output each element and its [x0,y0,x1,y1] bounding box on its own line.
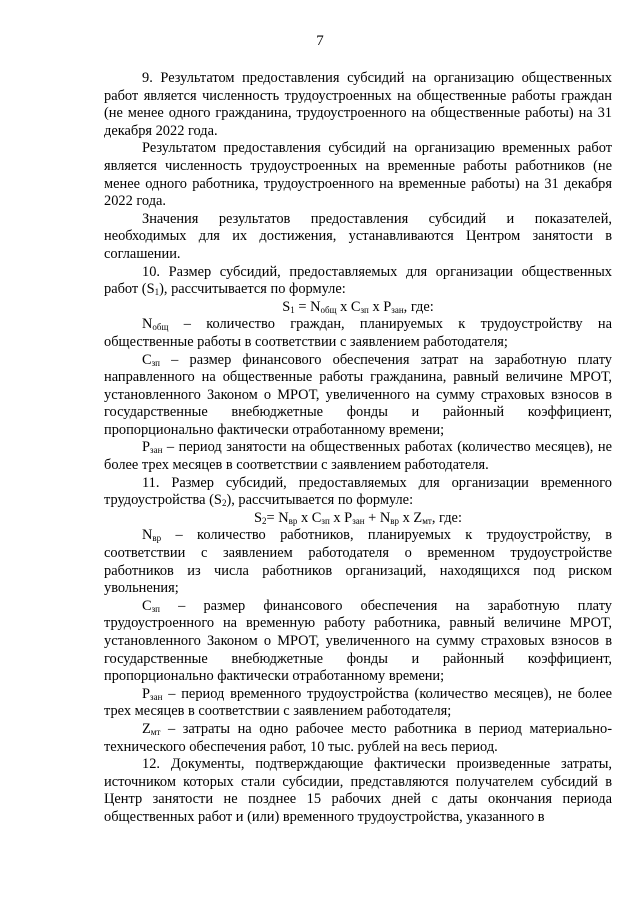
paragraph-10-text: 10. Размер субсидий, предоставляемых для организации общественных работ (S [104,263,612,298]
formula-symbol: x P [329,509,353,526]
formula-subscript: зп [321,515,330,526]
definition-symbol: С [142,597,152,614]
formula-subscript: зп [360,304,369,315]
definition-symbol: Р [142,439,151,456]
page-number: 7 [316,33,324,49]
formula-subscript: вр [390,515,400,526]
paragraph-11-subscript: 2 [221,498,227,509]
formula-symbol: = N [266,509,289,526]
formula-subscript: 1 [290,304,295,315]
definition-symbol: Р [142,685,151,702]
definition-subscript: вр [152,533,162,544]
paragraph-10 [104,264,612,299]
formula-subscript: 2 [262,515,267,526]
definition-subscript: зп [151,357,160,368]
formula-subscript: мт [422,515,432,526]
definition-z-mt [104,721,612,756]
definition-n-vr [104,527,612,597]
formula-symbol: S [254,509,263,526]
definition-subscript: зп [151,603,160,614]
formula-subscript: вр [288,515,298,526]
definition-p-zan-2 [104,686,612,721]
definition-text: – количество граждан, планируемых к трудоустройству на общественные работы в соответствии с заявлением работодателя; [104,316,612,350]
definition-text: – затраты на одно рабочее место работника в период материально-технического обеспечения работ, 10 тыс. рублей на весь период. [104,720,612,755]
definition-subscript: зан [150,445,163,456]
paragraph-10-text-end: ), рассчитывается по формуле: [159,281,346,298]
definition-text: – размер финансового обеспечения затрат на заработную плату направленного на общественные работы гражданина, равный величине МРОТ, установленного Законом о МРОТ, увеличенного на сумму страховых взносов в государственные внебюджетные фонды и районный коэффициент, пропорционально фактически отработанному времени; [104,351,612,438]
formula-symbol: x C [297,509,322,526]
formula-tail: , где: [403,298,434,315]
formula-s1 [104,299,612,317]
definition-text: – период занятости на общественных работах (количество месяцев), не более трех месяцев в соответствии с заявлением работодателя. [104,439,612,474]
formula-symbol: S [282,298,291,315]
definition-symbol: N [142,527,153,544]
paragraph-10-subscript: 1 [154,287,160,298]
formula-symbol: + N [364,509,391,526]
definition-c-zp-1 [104,352,612,440]
definition-symbol: N [142,316,153,333]
document-body [104,70,612,827]
formula-symbol: x P [368,298,392,315]
definition-n-obsh [104,316,612,351]
paragraph-11 [104,475,612,510]
paragraph-11-text: 11. Размер субсидий, предоставляемых для организации временного трудоустройства (S [104,474,612,509]
definition-text: – количество работников, планируемых к трудоустройству, в соответствии с заявлением работодателя о временном трудоустройстве работников из числа работников организаций, находящихся под риском увольнения; [104,527,612,597]
paragraph-9-temporary-works: Результатом предоставления субсидий на организацию временных работ является численность трудоустроенных на временные работы работников (не менее одного работника, трудоустроенного на временные работы) на 31 декабря 2022 года. [104,140,612,210]
paragraph-12: 12. Документы, подтверждающие фактически произведенные затраты, источником которых стали субсидии, представляются получателем субсидий в Центр занятости не позднее 15 рабочих дней с даты окончания периода общественных работ и (или) временного трудоустройства, указанного в [104,756,612,825]
definition-subscript: зан [150,691,163,702]
definition-symbol: С [142,351,152,368]
formula-symbol: x C [336,298,361,315]
definition-text: – размер финансового обеспечения на заработную плату трудоустроенного на временную работу работника, равный величине МРОТ, установленного Законом о МРОТ, увеличенного на сумму страховых взносов в государственные внебюджетные фонды и районный коэффициент, пропорционально фактически отработанному времени; [104,597,612,685]
paragraph-11-text-end: ), рассчитывается по формуле: [226,492,414,509]
definition-symbol: Z [142,720,151,737]
definition-text: – период временного трудоустройства (количество месяцев), не более трех месяцев в соответствии с заявлением работодателя; [104,685,612,720]
definition-p-zan-1 [104,439,612,474]
formula-subscript: общ [320,304,337,315]
paragraph-9: 9. Результатом предоставления субсидий на организацию общественных работ является численность трудоустроенных на общественные работы граждан (не менее одного гражданина, трудоустроенного на общественные работы) на 31 декабря 2022 года. [104,70,612,139]
paragraph-9-indicators: Значения результатов предоставления субсидий и показателей, необходимых для их достижения, устанавливаются Центром занятости в соглашении. [104,210,612,262]
formula-s2 [104,510,612,528]
formula-symbol: = N [294,298,321,315]
formula-subscript: зан [352,515,365,526]
definition-c-zp-2 [104,598,612,686]
definition-subscript: мт [150,726,161,737]
formula-tail: , где: [431,509,462,526]
formula-subscript: зан [391,304,404,315]
definition-subscript: общ [152,322,169,333]
formula-symbol: x Z [399,509,423,526]
